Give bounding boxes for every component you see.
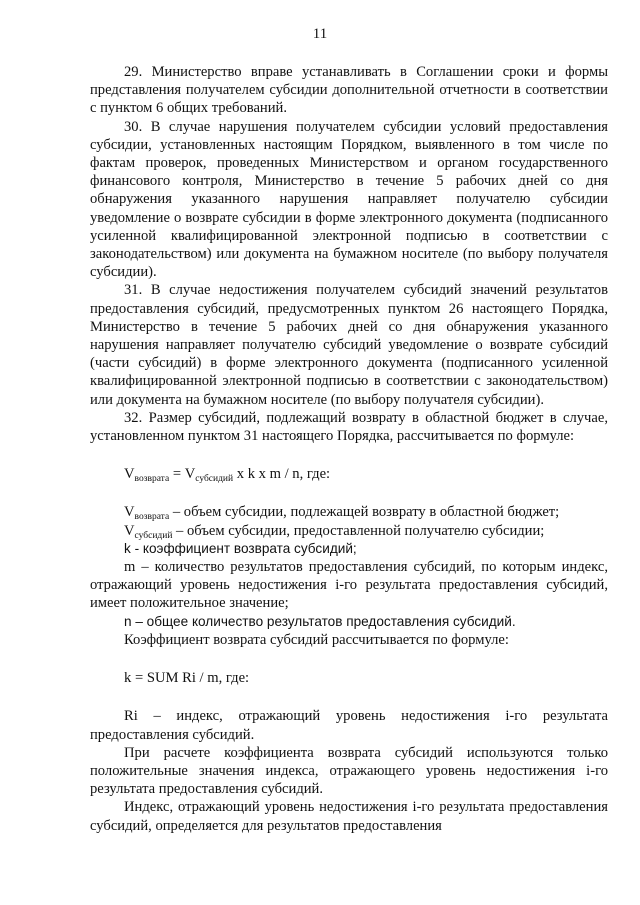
def-v-subsidy-text: – объем субсидии, предоставленной получателю субсидии;	[172, 522, 545, 539]
def-v-return	[90, 503, 608, 521]
return-formula	[90, 465, 608, 483]
formula-eq: =	[169, 466, 185, 483]
def-m: m – количество результатов предоставления субсидий, по которым индекс, отражающий уровень недостижения i-го результата предоставления субсидий, имеет положительное значение;	[90, 559, 608, 612]
formula-sub-subsidy: субсидий	[195, 474, 234, 485]
coef-intro: Коэффициент возврата субсидий рассчитывается по формуле:	[124, 631, 509, 648]
paragraph-31: 31. В случае недостижения получателем субсидий значений результатов предоставления субсидий, предусмотренных пунктом 26 настоящего Порядка, Министерство в течение 5 рабочих дней со дня обнаружения указанного нарушения направляет получателю субсидий уведомление о возврате субсидий (части субсидий) в форме электронного документа (подписанного усиленной квалифицированной электронной подписью в соответствии с законодательством) или документа на бумажном носителе (по выбору получателя субсидии).	[90, 282, 608, 408]
def-v-subsidy-symbol: V	[124, 522, 135, 539]
paragraph-30: 30. В случае нарушения получателем субсидии условий предоставления субсидии, установленных настоящим Порядком, выявленного в том числе по фактам проверок, проведенных Министерством и органом государственного финансового контроля, Министерство в течение 5 рабочих дней со дня обнаружения указанного нарушения направляет получателю субсидии уведомление о возврате субсидии в форме электронного документа (подписанного усиленной квалифицированной электронной подписью в соответствии с законодательством) или документа на бумажном носителе (по выбору получателя субсидии).	[90, 118, 608, 281]
def-n: n – общее количество результатов предоставления субсидий.	[124, 613, 516, 629]
formula-v: V	[124, 466, 135, 483]
paragraph-positive-values: При расчете коэффициента возврата субсидий используются только положительные значения индекса, отражающего уровень недостижения i-го результата предоставления субсидий.	[90, 744, 608, 798]
paragraph-32: 32. Размер субсидий, подлежащий возврату в областной бюджет в случае, установленном пунктом 31 настоящего Порядка, рассчитывается по формуле:	[90, 409, 608, 445]
paragraph-index: Индекс, отражающий уровень недостижения i-го результата предоставления субсидий, определяется для результатов предоставления	[90, 799, 608, 834]
formula-sub-return: возврата	[134, 474, 170, 485]
def-ri: Ri – индекс, отражающий уровень недостижения i-го результата предоставления субсидий.	[90, 708, 608, 743]
def-v-return-symbol: V	[124, 504, 135, 521]
coef-formula: k = SUM Ri / m, где:	[124, 670, 250, 687]
paragraph-29: 29. Министерство вправе устанавливать в Соглашении сроки и формы представления получателем субсидии дополнительной отчетности в соответствии с пунктом 6 общих требований.	[90, 64, 608, 117]
def-v-return-sub: возврата	[134, 512, 170, 523]
formula-v2: V	[184, 466, 196, 483]
def-k: k - коэффициент возврата субсидий;	[124, 540, 357, 556]
def-v-subsidy	[90, 522, 608, 540]
document-body	[90, 63, 608, 835]
formula-rest: x k x m / n, где:	[233, 466, 331, 483]
page-number: 11	[312, 26, 328, 42]
def-v-return-text: – объем субсидии, подлежащей возврату в областной бюджет;	[169, 504, 560, 521]
def-v-subsidy-sub: субсидий	[134, 530, 173, 541]
